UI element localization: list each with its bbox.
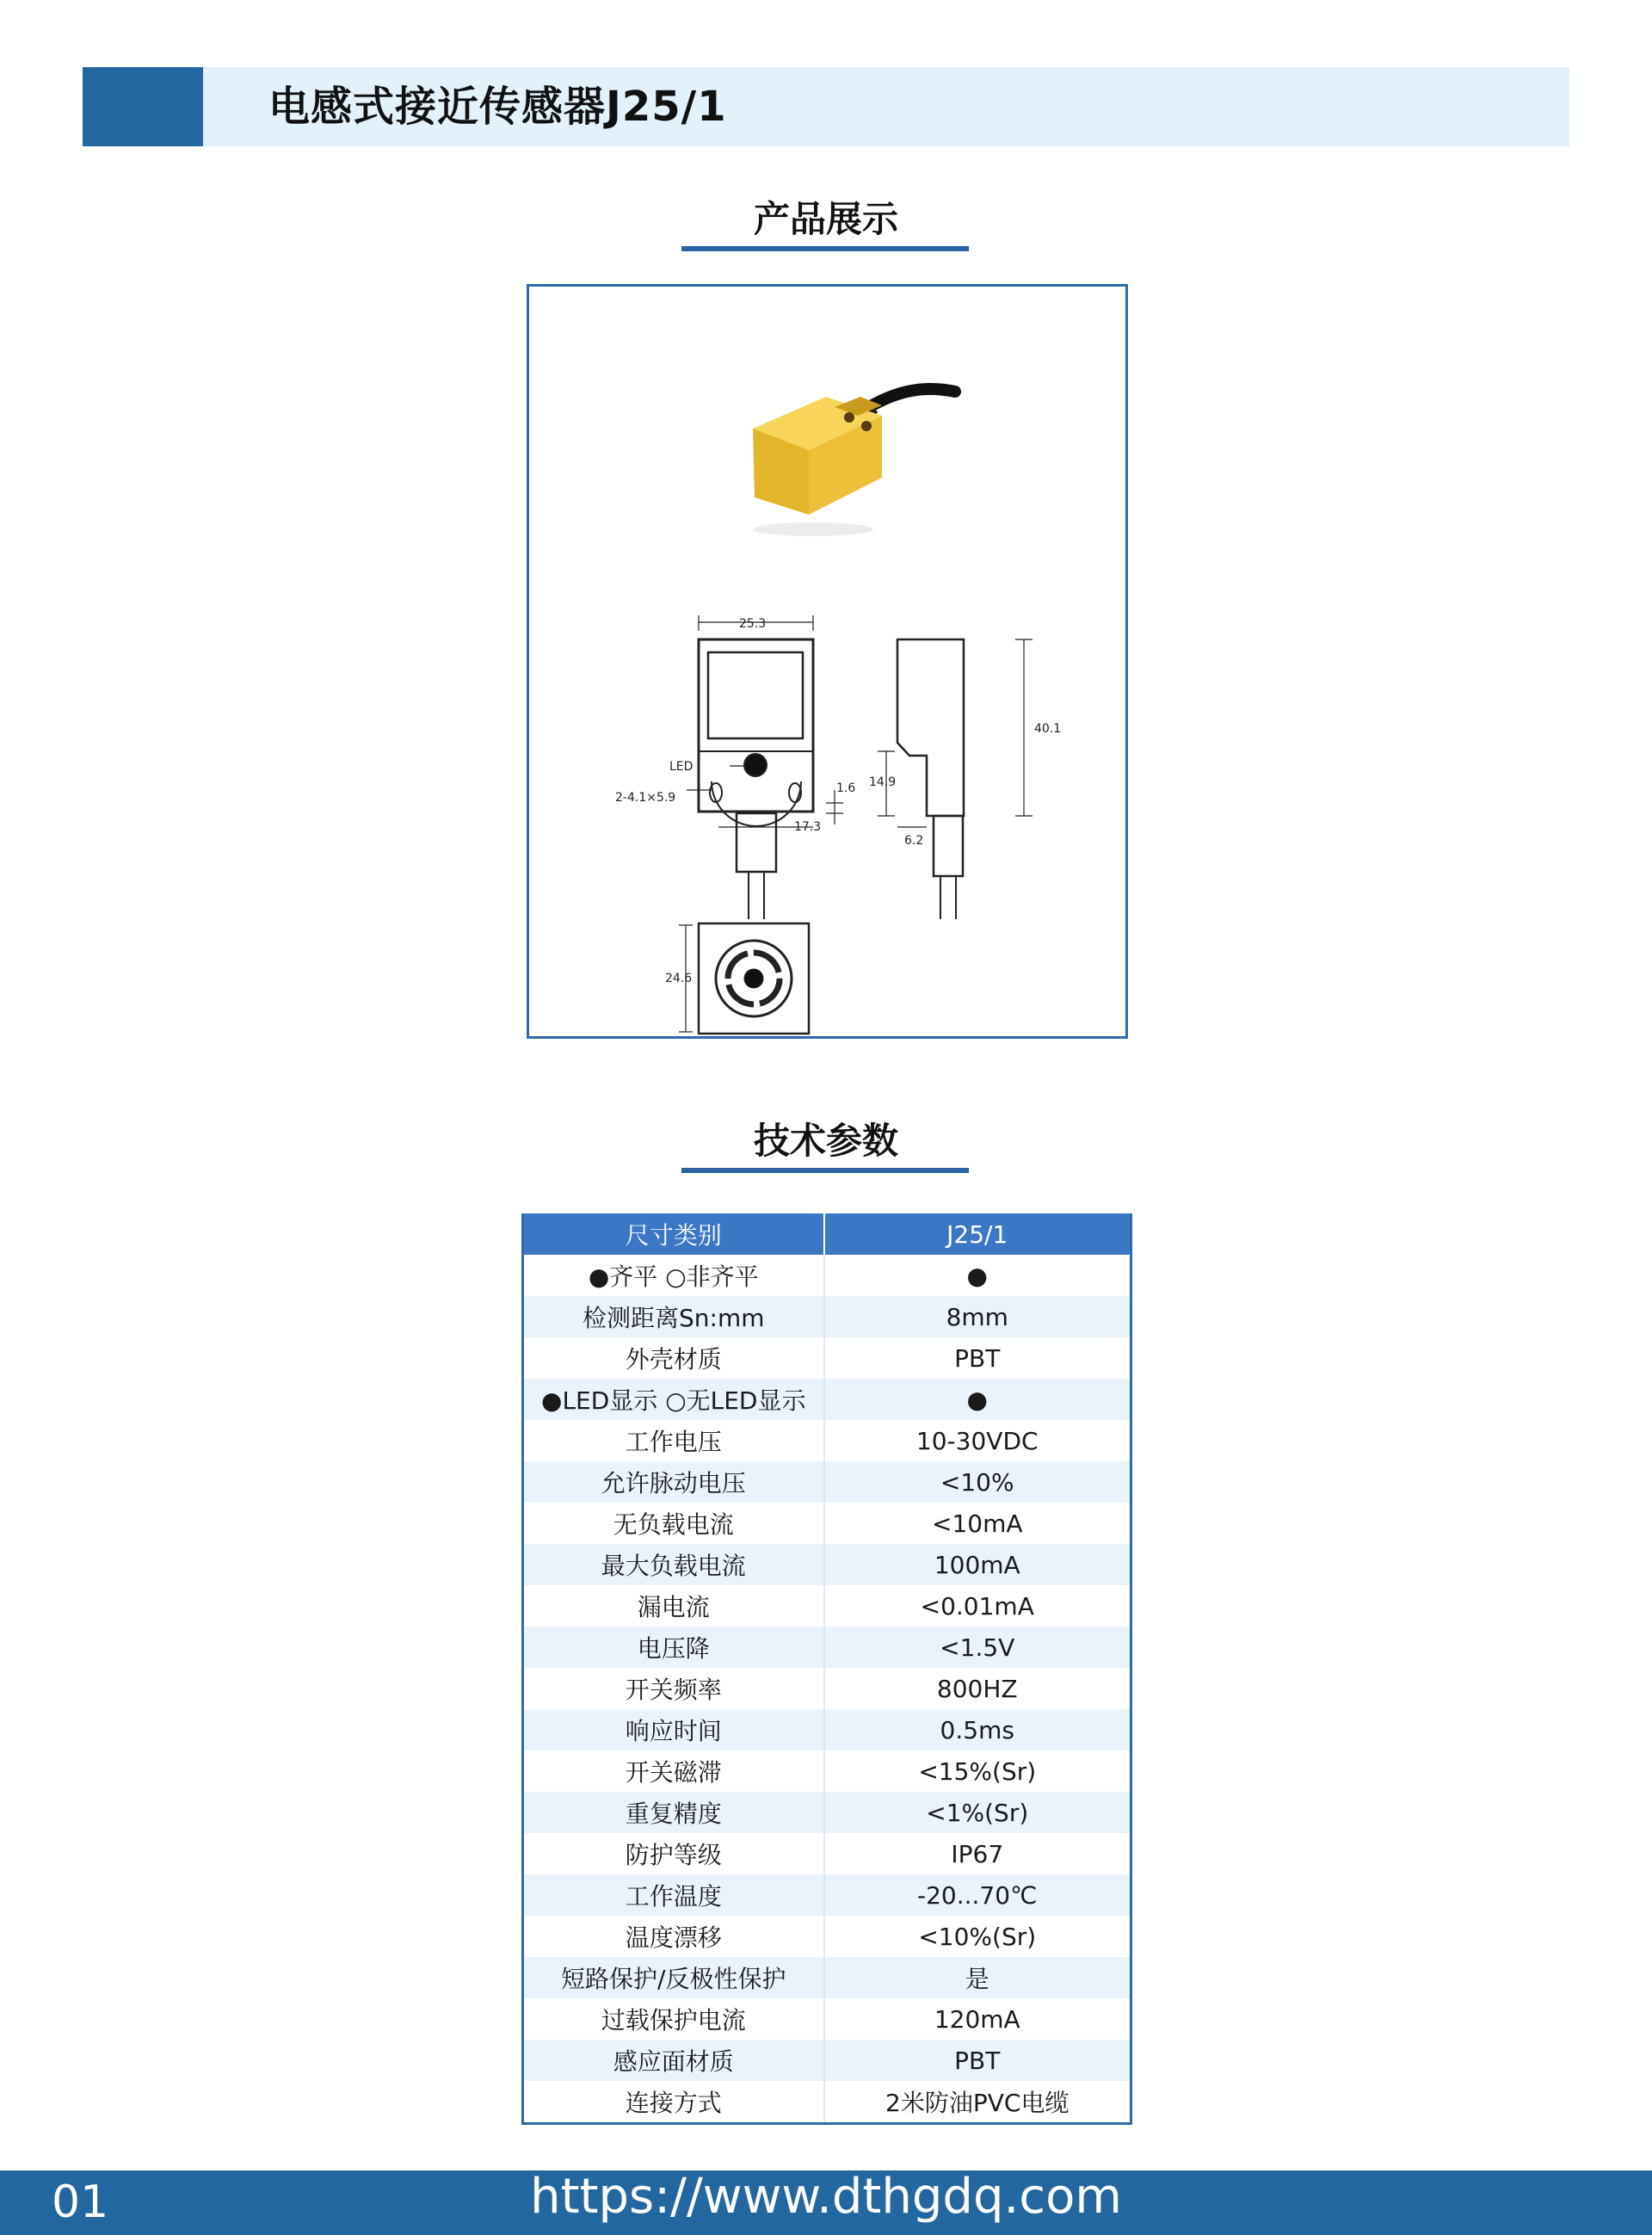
dim-17-3-label: 17.3 [794,820,822,834]
table-cell-value: 100mA [824,1544,1131,1585]
table-cell-param: 连接方式 [523,2081,824,2124]
bottom-view-drawing [679,923,809,1034]
table-cell-value: 10-30VDC [824,1420,1131,1461]
table-row [523,1255,1131,1296]
table-row [523,1544,1131,1585]
table-row [523,1337,1131,1379]
table-cell-value: -20...70℃ [824,1874,1131,1916]
section-title-product: 产品展示 [753,198,898,240]
table-cell-param: 温度漂移 [523,1916,824,1957]
table-row [523,1461,1131,1503]
table-cell-param: 开关频率 [523,1668,824,1709]
table-row [523,1379,1131,1420]
table-row [523,1709,1131,1750]
table-cell-param: 无负载电流 [523,1503,824,1544]
table-cell-param: 开关磁滞 [523,1750,824,1792]
dim-14-9-label: 14.9 [869,775,897,789]
table-cell-param: 工作温度 [523,1874,824,1916]
table-row [523,1750,1131,1792]
table-cell-param: 过载保护电流 [523,1998,824,2040]
table-row [523,1503,1131,1544]
spec-table [521,1213,1132,2125]
dim-1-6-label: 1.6 [836,781,856,795]
page-number: 01 [52,2176,109,2228]
table-cell-param: ●齐平 ○非齐平 [523,1255,824,1296]
table-cell-param: 短路保护/反极性保护 [523,1957,824,1998]
table-cell-value: IP67 [824,1833,1131,1874]
table-header-cell: 尺寸类别 [523,1213,824,1255]
table-cell-param: 允许脉动电压 [523,1461,824,1503]
table-cell-value: <10% [824,1461,1131,1503]
table-cell-value: 2米防油PVC电缆 [824,2081,1131,2124]
table-row [523,2081,1131,2124]
table-cell-param: ●LED显示 ○无LED显示 [523,1379,824,1420]
table-cell-value: 120mA [824,1998,1131,2040]
dim-width-label: 25.3 [739,617,767,631]
table-cell-param: 外壳材质 [523,1337,824,1379]
side-view-drawing [878,639,1032,919]
dim-24-6-label: 24.6 [665,972,693,985]
header-accent-block [83,67,203,146]
table-cell-param: 最大负载电流 [523,1544,824,1585]
table-cell-param: 漏电流 [523,1585,824,1627]
hole-dim-label: 2-4.1×5.9 [615,791,676,805]
front-view-drawing [687,615,843,919]
table-row [523,1420,1131,1461]
table-header-cell: J25/1 [824,1213,1131,1255]
table-cell-value: <0.01mA [824,1585,1131,1627]
sensor-photo [753,389,955,536]
table-cell-value: <10mA [824,1503,1131,1544]
table-row [523,1296,1131,1337]
section-title-specs: 技术参数 [753,1120,898,1162]
table-cell-value: 是 [824,1957,1131,1998]
table-cell-value: PBT [824,2040,1131,2081]
table-cell-param: 重复精度 [523,1792,824,1833]
table-cell-value: 8mm [824,1296,1131,1337]
table-cell-param: 感应面材质 [523,2040,824,2081]
table-cell-param: 防护等级 [523,1833,824,1874]
page-title: 电感式接近传感器J25/1 [268,83,727,131]
table-cell-value: ● [824,1255,1131,1296]
table-row [523,1668,1131,1709]
table-cell-value: 0.5ms [824,1709,1131,1750]
product-illustration [529,287,1125,1036]
table-cell-value: <15%(Sr) [824,1750,1131,1792]
table-row [523,1627,1131,1668]
table-cell-param: 响应时间 [523,1709,824,1750]
table-cell-value: <1%(Sr) [824,1792,1131,1833]
table-row [523,1998,1131,2040]
section-underline-product [681,246,969,251]
table-cell-param: 电压降 [523,1627,824,1668]
table-cell-value: <10%(Sr) [824,1916,1131,1957]
section-underline-specs [681,1168,969,1173]
dim-height-label: 40.1 [1034,722,1062,736]
table-row [523,2040,1131,2081]
table-row [523,1957,1131,1998]
table-row [523,1585,1131,1627]
footer-url-link[interactable]: https://www.dthgdq.com [530,2169,1122,2225]
led-label: LED [669,760,693,774]
dim-6-2-label: 6.2 [904,834,924,848]
table-cell-value: <1.5V [824,1627,1131,1668]
product-image-frame [527,284,1128,1039]
table-cell-value: PBT [824,1337,1131,1379]
table-cell-param: 工作电压 [523,1420,824,1461]
table-cell-value: ● [824,1379,1131,1420]
table-cell-param: 检测距离Sn:mm [523,1296,824,1337]
table-header-row [523,1213,1131,1255]
table-row [523,1874,1131,1916]
table-row [523,1833,1131,1874]
table-row [523,1792,1131,1833]
table-cell-value: 800HZ [824,1668,1131,1709]
table-row [523,1916,1131,1957]
